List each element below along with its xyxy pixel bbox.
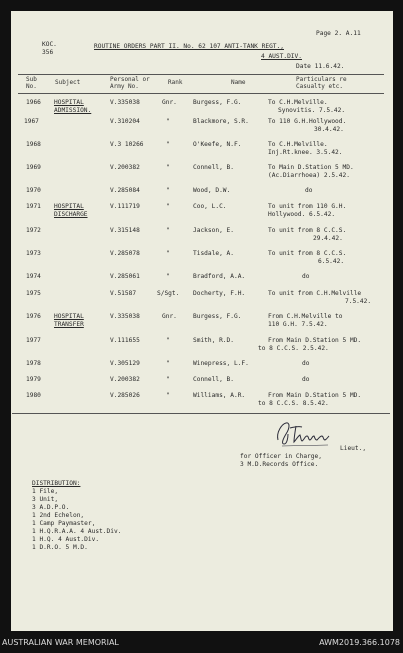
row-name: Blackmore, S.R. <box>193 118 249 125</box>
row-particulars: do <box>302 360 310 367</box>
row-particulars: To unit from C.H.Melville <box>268 290 362 297</box>
row-particulars: do <box>305 187 313 194</box>
row-name: Winepress, L.F. <box>193 360 249 367</box>
row-rank: " <box>166 337 170 344</box>
row-rank: Gnr. <box>162 313 177 320</box>
distribution-item: 1 D.R.O. 5 M.D. <box>32 544 88 551</box>
row-no: 1977 <box>26 337 41 344</box>
col-name: Name <box>231 79 246 86</box>
distribution-item: 1 Camp Paymaster, <box>32 520 96 527</box>
row-army-no: V.111719 <box>110 203 140 210</box>
handwritten-signature <box>272 418 332 448</box>
row-rank: " <box>166 250 170 257</box>
row-rank: " <box>166 141 170 148</box>
row-rank: " <box>166 273 170 280</box>
row-name: Docherty, F.H. <box>193 290 246 297</box>
row-particulars-2: 29.4.42. <box>313 235 343 242</box>
row-army-no: V.200382 <box>110 376 140 383</box>
row-particulars: To unit from 8 C.C.S. <box>268 250 347 257</box>
row-no: 1974 <box>26 273 41 280</box>
distribution-item: 1 H.Q. 4 Aust.Div. <box>32 536 100 543</box>
footer-accession-number: AWM2019.366.1078 <box>319 638 400 647</box>
row-army-no: V.305129 <box>110 360 140 367</box>
row-rank: " <box>166 360 170 367</box>
row-army-no: V.285084 <box>110 187 140 194</box>
row-particulars-2: 6.5.42. <box>318 258 345 265</box>
table-end-rule <box>12 413 390 414</box>
col-rank: Rank <box>168 79 183 86</box>
signature-line-2: 3 M.D.Records Office. <box>240 461 319 468</box>
row-name: Williams, A.R. <box>193 392 246 399</box>
row-subject: HOSPITAL <box>54 99 84 106</box>
row-particulars-2: Hollywood. 6.5.42. <box>268 211 336 218</box>
row-name: Connell, B. <box>193 376 234 383</box>
row-no: 1972 <box>26 227 41 234</box>
row-particulars-2: 7.5.42. <box>345 298 372 305</box>
col-army-no: Personal or <box>110 76 150 83</box>
col-sub-no: Sub <box>26 76 37 83</box>
row-army-no: V.315148 <box>110 227 140 234</box>
row-particulars-2: to 8 C.C.S. 8.5.42. <box>258 400 329 407</box>
col-subject: Subject <box>55 79 81 86</box>
row-rank: " <box>166 118 170 125</box>
distribution-item: 1 2nd Echelon, <box>32 512 85 519</box>
row-name: Smith, R.D. <box>193 337 234 344</box>
row-particulars: To C.H.Melville. <box>268 141 328 148</box>
row-subject-2: DISCHARGE <box>54 211 88 218</box>
row-rank: " <box>166 392 170 399</box>
row-no: 1975 <box>26 290 41 297</box>
row-subject-2: ADMISSION. <box>54 107 92 114</box>
row-no: 1978 <box>26 360 41 367</box>
col-particulars: Particulars re <box>296 76 347 83</box>
row-particulars-2: 110 G.H. 7.5.42. <box>268 321 328 328</box>
row-rank: " <box>166 164 170 171</box>
row-no: 1976 <box>26 313 41 320</box>
row-subject: HOSPITAL <box>54 203 84 210</box>
row-rank: " <box>166 376 170 383</box>
col-army-no-2: Army No. <box>110 83 139 90</box>
row-no: 1968 <box>26 141 41 148</box>
row-particulars: To unit from 8 C.C.S. <box>268 227 347 234</box>
row-particulars: To C.H.Melville. <box>268 99 328 106</box>
row-particulars-2: 30.4.42. <box>314 126 344 133</box>
row-no: 1969 <box>26 164 41 171</box>
row-army-no: V.111655 <box>110 337 140 344</box>
row-rank: " <box>166 227 170 234</box>
row-no: 1979 <box>26 376 41 383</box>
row-name: Burgess, F.G. <box>193 313 242 320</box>
row-particulars: To Main D.Station 5 MD. <box>268 164 354 171</box>
document-title: ROUTINE ORDERS PART II. No. 62 107 ANTI-TANK REGT., <box>94 43 284 50</box>
row-particulars-2: Inj.Rt.knee. 3.5.42. <box>268 149 343 156</box>
row-no: 1980 <box>26 392 41 399</box>
row-rank: " <box>166 187 170 194</box>
header-rule-top <box>18 74 384 75</box>
row-name: Connell, B. <box>193 164 234 171</box>
page-number: Page 2. A.11 <box>316 30 361 37</box>
row-particulars: do <box>302 273 310 280</box>
row-name: Burgess, F.G. <box>193 99 242 106</box>
koc-label: KOC. <box>42 41 57 48</box>
row-name: O'Keefe, N.F. <box>193 141 242 148</box>
distribution-item: 3 A.D.P.O. <box>32 504 70 511</box>
row-army-no: V.200382 <box>110 164 140 171</box>
distribution-item: 1 H.Q.R.A.A. 4 Aust.Div. <box>32 528 122 535</box>
row-name: Bradford, A.A. <box>193 273 246 280</box>
row-particulars-2: to 8 C.C.S. 2.5.42. <box>258 345 329 352</box>
row-rank: Gnr. <box>162 99 177 106</box>
row-army-no: V.285026 <box>110 392 140 399</box>
col-particulars-2: Casualty etc. <box>296 83 343 90</box>
row-particulars: To unit from 110 G.H. <box>268 203 347 210</box>
row-army-no: V.3 10266 <box>110 141 144 148</box>
row-no: 1967 <box>24 118 39 125</box>
row-rank: " <box>166 203 170 210</box>
row-army-no: V.51587 <box>110 290 137 297</box>
distribution-item: 3 Unit, <box>32 496 59 503</box>
row-particulars: do <box>302 376 310 383</box>
distribution-heading: DISTRIBUTION: <box>32 480 81 487</box>
header-rule-bottom <box>18 93 384 94</box>
document-date: Date 11.6.42. <box>296 63 345 70</box>
row-particulars: From C.H.Melville to <box>268 313 343 320</box>
row-army-no: V.285078 <box>110 250 140 257</box>
row-subject: HOSPITAL <box>54 313 84 320</box>
koc-number: 356 <box>42 49 54 56</box>
row-particulars: To 110 G.H.Hollywood. <box>268 118 347 125</box>
row-no: 1970 <box>26 187 41 194</box>
row-particulars-2: Synovitis. 7.5.42. <box>278 107 346 114</box>
row-subject-2: TRANSFER <box>54 321 84 328</box>
row-name: Tisdale, A. <box>193 250 234 257</box>
distribution-item: 1 File, <box>32 488 59 495</box>
row-no: 1966 <box>26 99 41 106</box>
row-army-no: V.310204 <box>110 118 140 125</box>
signature-rank: Lieut., <box>340 445 367 452</box>
row-particulars: From Main D.Station 5 MD. <box>268 392 362 399</box>
col-sub-no-2: No. <box>26 83 37 90</box>
document-subtitle: 4 AUST.DIV. <box>261 53 302 60</box>
row-name: Wood, D.W. <box>193 187 231 194</box>
footer-institution: AUSTRALIAN WAR MEMORIAL <box>2 638 119 647</box>
row-no: 1971 <box>26 203 41 210</box>
row-army-no: V.335038 <box>110 99 140 106</box>
signature-line-1: for Officer in Charge, <box>240 453 322 460</box>
row-name: Jackson, E. <box>193 227 234 234</box>
row-particulars-2: (Ac.Diarrhoea) 2.5.42. <box>268 172 350 179</box>
row-name: Coo, L.C. <box>193 203 227 210</box>
row-army-no: V.335038 <box>110 313 140 320</box>
row-no: 1973 <box>26 250 41 257</box>
row-particulars: From Main D.Station 5 MD. <box>268 337 362 344</box>
row-army-no: V.285061 <box>110 273 140 280</box>
row-rank: S/Sgt. <box>157 290 180 297</box>
